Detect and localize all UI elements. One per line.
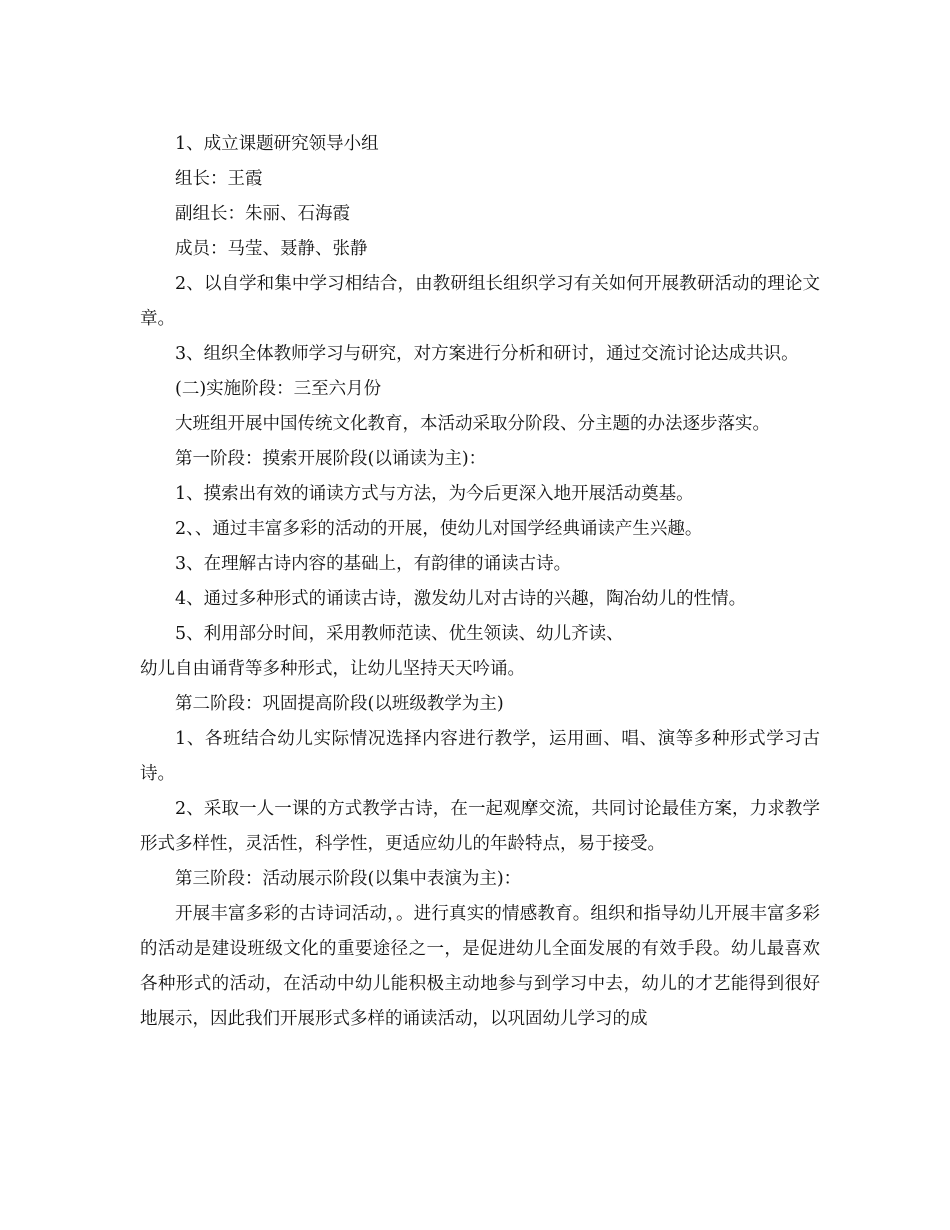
list-item: 1、摸索出有效的诵读方式与方法，为今后更深入地开展活动奠基。 <box>175 484 694 504</box>
stage-heading-three: 第三阶段：活动展示阶段(以集中表演为主)： <box>175 869 522 889</box>
list-item: 3、在理解古诗内容的基础上，有韵律的诵读古诗。 <box>175 554 572 574</box>
paragraph-deputy-leader: 副组长：朱丽、石海霞 <box>175 204 350 224</box>
paragraph-leadership-group: 1、成立课题研究领导小组 <box>175 134 379 154</box>
paragraph-self-study: 2、以自学和集中学习相结合，由教研组长组织学习有关如何开展教研活动的理论文章。 <box>140 274 820 329</box>
list-item-continuation: 幼儿自由诵背等多种形式，让幼儿坚持天天吟诵。 <box>140 659 525 679</box>
paragraph-intro: 大班组开展中国传统文化教育，本活动采取分阶段、分主题的办法逐步落实。 <box>175 414 770 434</box>
list-item: 5、利用部分时间，采用教师范读、优生领读、幼儿齐读、 <box>175 624 624 644</box>
stage-heading-two: 第二阶段：巩固提高阶段(以班级教学为主) <box>175 694 504 714</box>
stage-heading-one: 第一阶段：摸索开展阶段(以诵读为主)： <box>175 449 487 469</box>
paragraph-members: 成员：马莹、聂静、张静 <box>175 239 368 259</box>
document-body <box>140 127 820 1037</box>
list-item: 4、通过多种形式的诵读古诗，激发幼儿对古诗的兴趣，陶冶幼儿的性情。 <box>175 589 747 609</box>
paragraph-teacher-study: 3、组织全体教师学习与研究，对方案进行分析和研讨，通过交流讨论达成共识。 <box>175 344 799 364</box>
section-heading-implementation: (二)实施阶段：三至六月份 <box>175 379 382 399</box>
list-item: 2、、通过丰富多彩的活动的开展，使幼儿对国学经典诵读产生兴趣。 <box>175 519 703 539</box>
list-item: 2、采取一人一课的方式教学古诗，在一起观摩交流，共同讨论最佳方案，力求教学形式多样性，灵活性，科学性，更适应幼儿的年龄特点，易于接受。 <box>140 799 820 854</box>
list-item: 1、各班结合幼儿实际情况选择内容进行教学，运用画、唱、演等多种形式学习古诗。 <box>140 729 820 784</box>
paragraph-activities: 开展丰富多彩的古诗词活动，。进行真实的情感教育。组织和指导幼儿开展丰富多彩的活动是建设班级文化的重要途径之一，是促进幼儿全面发展的有效手段。幼儿最喜欢各种形式的活动，在活动中幼儿能积极主动地参与到学习中去，幼儿的才艺能得到很好地展示，因此我们开展形式多样的诵读活动，以巩固幼儿学习的成 <box>140 904 820 1029</box>
paragraph-group-leader: 组长：王霞 <box>175 169 263 189</box>
